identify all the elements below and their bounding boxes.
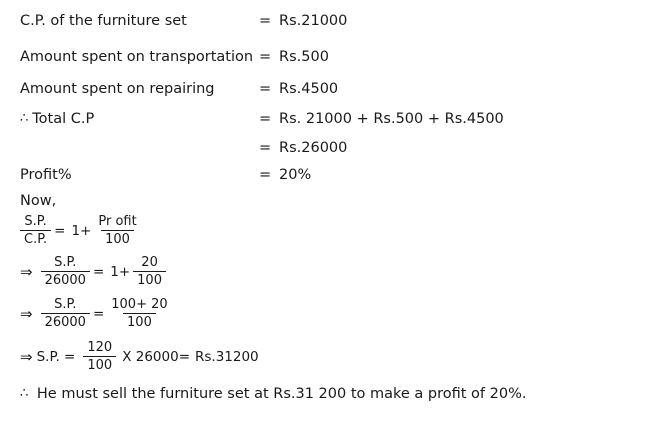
line-cp-label xyxy=(20,12,187,30)
line-total-cp-equals: = xyxy=(259,111,272,127)
profit-label-text: Profit% xyxy=(20,167,72,183)
step2-implies-arrow: ⇒ xyxy=(20,262,33,281)
step2-20-numerator: 20 xyxy=(141,255,158,270)
line-profit-equals: = xyxy=(259,167,272,183)
cp-label-text: C.P. of the furniture set xyxy=(20,13,187,29)
step4-times-26000: X 26000= xyxy=(122,348,190,365)
line-transport-equals: = xyxy=(259,49,272,65)
hundred-denominator: 100 xyxy=(101,230,134,247)
line-transport-value: Rs.500 xyxy=(279,49,329,65)
twenty-over-100-fraction xyxy=(133,255,166,288)
step3-equals: = xyxy=(92,305,105,322)
now-text: Now, xyxy=(20,193,57,209)
step3-100-denominator: 100 xyxy=(123,313,156,330)
line-total-sum-equals: = xyxy=(259,140,272,156)
sp-over-cp-fraction xyxy=(20,214,51,247)
step4-100-denominator: 100 xyxy=(83,356,116,373)
step2-equals: = xyxy=(92,263,105,280)
repair-label-text: Amount spent on repairing xyxy=(20,81,215,97)
math-step-1 xyxy=(20,214,141,247)
step2-26000-denominator: 26000 xyxy=(41,271,90,288)
step2-sp-numerator: S.P. xyxy=(54,255,77,270)
profit-numerator: Pr ofit xyxy=(98,214,137,229)
step3-sum-numerator: 100+ 20 xyxy=(111,297,168,312)
conclusion-text: He must sell the furniture set at Rs.31 200 to make a profit of 20%. xyxy=(36,386,527,402)
step4-implies-arrow: ⇒ xyxy=(20,347,33,366)
profit-over-100-fraction xyxy=(94,214,140,247)
step2-one-plus: 1+ xyxy=(110,263,131,280)
step4-120-numerator: 120 xyxy=(87,340,113,355)
step1-one-plus: 1+ xyxy=(71,222,92,239)
therefore-symbol: ∴ xyxy=(20,111,29,126)
line-transport-label xyxy=(20,48,253,66)
cp-denominator: C.P. xyxy=(20,230,51,247)
line-repair-value: Rs.4500 xyxy=(279,81,339,97)
line-total-cp-value: Rs. 21000 + Rs.500 + Rs.4500 xyxy=(279,111,504,127)
sp-numerator: S.P. xyxy=(24,214,47,229)
line-repair-equals: = xyxy=(259,81,272,97)
conclusion-line xyxy=(20,386,527,402)
conclusion-therefore-symbol: ∴ xyxy=(20,386,29,401)
line-repair-label xyxy=(20,80,215,98)
math-step-3 xyxy=(20,297,172,330)
line-total-cp-label xyxy=(20,110,94,129)
step4-120-over-100-fraction xyxy=(83,340,116,373)
line-cp-value: Rs.21000 xyxy=(279,13,348,29)
line-profit-label xyxy=(20,166,72,184)
step3-sp-numerator: S.P. xyxy=(54,297,77,312)
step3-26000-denominator: 26000 xyxy=(41,313,90,330)
sp-over-26000-fraction xyxy=(41,255,90,288)
transport-label-text: Amount spent on transportation xyxy=(20,49,254,65)
step3-implies-arrow: ⇒ xyxy=(20,304,33,323)
step4-result: Rs.31200 xyxy=(195,348,259,365)
step2-100-denominator: 100 xyxy=(133,271,166,288)
math-step-4 xyxy=(20,340,259,373)
line-cp-equals: = xyxy=(259,13,272,29)
line-total-sum-value: Rs.26000 xyxy=(279,140,348,156)
step1-equals: = xyxy=(54,222,66,239)
line-now-label xyxy=(20,192,56,210)
step3-sp-over-26000-fraction xyxy=(41,297,90,330)
math-step-2 xyxy=(20,255,166,288)
line-profit-value: 20% xyxy=(279,167,312,183)
step4-sp-equals: S.P. = xyxy=(36,348,76,365)
total-cp-label-text: Total C.P xyxy=(32,111,95,127)
step3-sum-over-100-fraction xyxy=(107,297,171,330)
